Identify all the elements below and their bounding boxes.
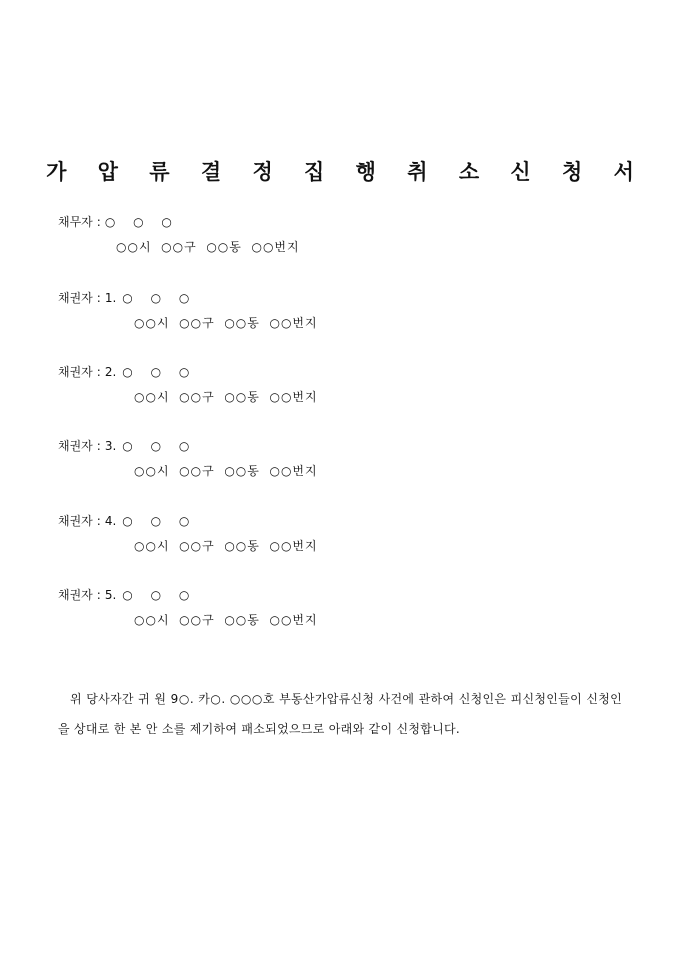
creditor-block-1 bbox=[58, 290, 318, 331]
creditor-address: ○○시 ○○구 ○○동 ○○번지 bbox=[134, 613, 318, 627]
body-text: 위 당사자간 귀 원 9○. 카○. ○○○호 부동산가압류신청 사건에 관하여 신청인은 피신청인들이 신청인을 상대로 한 본 안 소를 제기하여 패소되었으므로 아래와 같이 신청합니다. bbox=[58, 692, 622, 736]
creditor-address: ○○시 ○○구 ○○동 ○○번지 bbox=[134, 390, 318, 404]
creditor-number: 2. bbox=[104, 365, 117, 379]
creditor-separator: : bbox=[96, 439, 101, 453]
creditor-number: 4. bbox=[104, 514, 117, 528]
debtor-label: 채무자 bbox=[58, 215, 93, 229]
creditor-address: ○○시 ○○구 ○○동 ○○번지 bbox=[134, 316, 318, 330]
creditor-number: 3. bbox=[104, 439, 117, 453]
creditor-separator: : bbox=[96, 588, 101, 602]
creditor-number: 5. bbox=[104, 588, 117, 602]
creditor-block-4 bbox=[58, 513, 318, 554]
creditor-line bbox=[58, 513, 318, 529]
creditor-name: ○ ○ ○ bbox=[122, 439, 197, 453]
body-paragraph bbox=[58, 684, 622, 744]
creditor-name: ○ ○ ○ bbox=[122, 588, 197, 602]
creditor-name: ○ ○ ○ bbox=[122, 365, 197, 379]
creditor-line bbox=[58, 587, 318, 603]
debtor-block bbox=[58, 214, 300, 255]
creditor-line bbox=[58, 364, 318, 380]
creditor-block-3 bbox=[58, 438, 318, 479]
creditor-address: ○○시 ○○구 ○○동 ○○번지 bbox=[134, 464, 318, 478]
creditor-label: 채권자 bbox=[58, 588, 93, 602]
creditor-name: ○ ○ ○ bbox=[122, 514, 197, 528]
debtor-name: ○ ○ ○ bbox=[104, 215, 179, 229]
debtor-line bbox=[58, 214, 300, 230]
creditor-address: ○○시 ○○구 ○○동 ○○번지 bbox=[134, 539, 318, 553]
creditor-separator: : bbox=[96, 365, 101, 379]
creditor-label: 채권자 bbox=[58, 514, 93, 528]
creditor-name: ○ ○ ○ bbox=[122, 291, 197, 305]
creditor-line bbox=[58, 438, 318, 454]
creditor-separator: : bbox=[96, 514, 101, 528]
creditor-label: 채권자 bbox=[58, 291, 93, 305]
creditor-label: 채권자 bbox=[58, 365, 93, 379]
debtor-separator: : bbox=[96, 215, 101, 229]
creditor-separator: : bbox=[96, 291, 101, 305]
debtor-address: ○○시 ○○구 ○○동 ○○번지 bbox=[116, 240, 300, 254]
creditor-label: 채권자 bbox=[58, 439, 93, 453]
creditor-block-2 bbox=[58, 364, 318, 405]
creditor-number: 1. bbox=[104, 291, 117, 305]
creditor-block-5 bbox=[58, 587, 318, 628]
document-title: 가 압 류 결 정 집 행 취 소 신 청 서 bbox=[46, 159, 646, 184]
creditor-line bbox=[58, 290, 318, 306]
